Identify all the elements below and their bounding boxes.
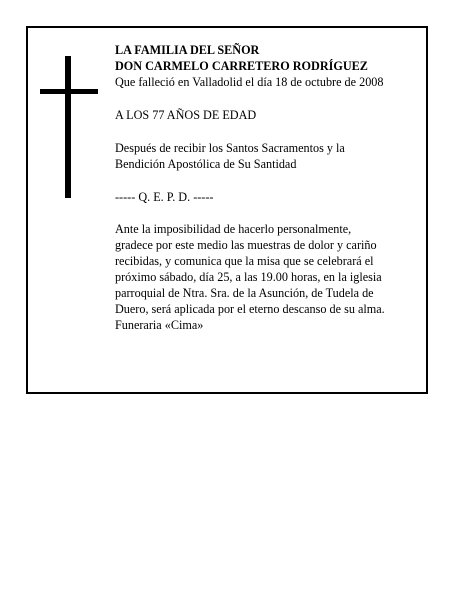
body-line: Duero, será aplicada por el eterno descanso de su alma.: [115, 302, 385, 316]
cross-vertical-bar: [65, 56, 71, 198]
body-line: recibidas, y comunica que la misa que se celebrará el: [115, 254, 374, 268]
sacraments-line-2: Bendición Apostólica de Su Santidad: [115, 157, 297, 171]
death-line: Que falleció en Valladolid el día 18 de octubre de 2008: [115, 75, 384, 89]
notice-text: [115, 42, 421, 333]
funeral-home: Funeraria «Cima»: [115, 318, 204, 332]
obituary-notice: [26, 26, 428, 394]
heading-line-name: DON CARMELO CARRETERO RODRÍGUEZ: [115, 59, 368, 73]
body-line: gradece por este medio las muestras de dolor y cariño: [115, 238, 377, 252]
body-line: próximo sábado, día 25, a las 19.00 horas, en la iglesia: [115, 270, 382, 284]
age-line: A LOS 77 AÑOS DE EDAD: [115, 108, 257, 122]
cross-icon: [40, 56, 98, 198]
body-line: parroquial de Ntra. Sra. de la Asunción, de Tudela de: [115, 286, 374, 300]
rip-line: ----- Q. E. P. D. -----: [115, 190, 214, 204]
body-line: Ante la imposibilidad de hacerlo personalmente,: [115, 222, 352, 236]
cross-horizontal-bar: [40, 89, 98, 94]
heading-line-family: LA FAMILIA DEL SEÑOR: [115, 43, 260, 57]
sacraments-line-1: Después de recibir los Santos Sacramentos y la: [115, 141, 345, 155]
